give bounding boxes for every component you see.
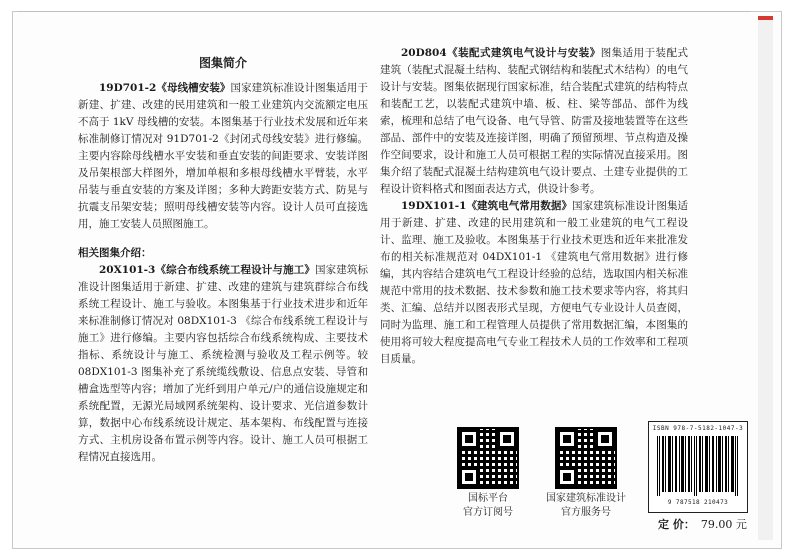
- paragraph-body: 图集适用于装配式建筑（装配式混凝土结构、装配式钢结构和装配式木结构）的电气设计与安装。图集依据现行国家标准，结合装配式建筑的结构特点和装配工艺，以装配式建筑中墙、板、柱、梁等部品、部件为线索，梳理和总结了电气设备、电气导管、防雷及接地装置等在这些部品、部件中的安装及连接详图，明确了预留预埋、节点构造及操作空间要求，设计和施工人员可根据工程的实际情况直接采用。图集介绍了装配式混凝土结构建筑电气设计要点、土建专业提供的工程设计资料格式和图面表达方式，供设计参考。: [380, 47, 688, 195]
- paragraph-body: 国家建筑标准设计图集适用于新建、扩建、改建的民用建筑和一般工业建筑的电气工程设计、监理、施工及验收。本图集基于行业技术更迭和近年来批准发布的相关标准规范对 04DX101-1 《建筑电气常用数据》进行修编，其内容结合建筑电气工程设计经验的总结，选取国内相关标准规范中常用的技术数据、技术参数和施工技术要求等内容，将其归类、汇编、总结并以图表形式呈现，方便电气专业设计人员查阅，同时为监理、施工和工程管理人员提供了常用数据汇编，本图集的使用将可较大程度提高电气专业工程技术人员的工作效率和工程项目质量。: [380, 200, 689, 365]
- price: [658, 516, 747, 532]
- left-column: [78, 55, 368, 466]
- qr-code-service[interactable]: [555, 427, 617, 489]
- paragraph-body: 国家建筑标准设计图集适用于新建、扩建、改建的建筑与建筑群综合布线系统工程设计、施工与验收。本图集基于行业技术进步和近年来标准制修订情况对 08DX101-3 《综合布线系统工程设计与施工》进行修编。主要内容包括综合布线系统构成、主要技术指标、系统设计与施工、系统检测与验收及工程示例等。较 08DX101-3 图集补充了系统缆线敷设、信息点安装、导管和槽盒选型等内容；增加了光纤到用户单元/户的通信设施规定和系统配置，无源光局域网系统架构、设计要求、光信道参数计算，数据中心布线系统设计规定、基本架构、布线配置与连接方式、主机房设备布置示例等内容。设计、施工人员可根据工程情况直接选用。: [78, 264, 368, 463]
- atlas-code: 20X101-3: [99, 264, 156, 276]
- atlas-code: 19DX101-1: [401, 200, 467, 212]
- atlas-code: 19D701-2: [99, 82, 157, 94]
- atlas-code: 20D804: [401, 47, 447, 59]
- paragraph-20d804: [380, 45, 688, 198]
- top-divider: [18, 11, 750, 12]
- atlas-name: 《母线槽安装》: [156, 82, 231, 94]
- qr-caption-line2: 官方服务号: [561, 507, 611, 518]
- atlas-name: 《建筑电气常用数据》: [466, 200, 573, 212]
- qr-code-subscription[interactable]: [457, 427, 519, 489]
- right-column: [380, 45, 688, 368]
- price-value: 79.00 元: [700, 518, 747, 531]
- paragraph-19dx101-1: [380, 198, 688, 368]
- isbn-barcode-box: [648, 421, 748, 513]
- related-title: 相关图集介绍：: [78, 247, 152, 259]
- intro-title: 图集简介: [198, 56, 247, 70]
- price-label: 定 价：: [658, 518, 695, 531]
- qr-caption-subscription: [440, 492, 536, 520]
- atlas-name: 《装配式建筑电气设计与安装》: [446, 47, 601, 59]
- qr-caption-line1: 国标平台: [468, 493, 508, 504]
- paragraph-19d701-2: [78, 80, 368, 233]
- atlas-name: 《综合布线系统工程设计与施工》: [155, 264, 315, 276]
- qr-caption-line1: 国家建筑标准设计: [546, 493, 626, 504]
- qr-caption-line2: 官方订阅号: [463, 507, 513, 518]
- isbn-number: ISBN 978-7-5182-1047-3: [652, 425, 744, 432]
- barcode-digits: 9 787518 210473: [667, 499, 729, 506]
- side-strip: [758, 20, 773, 540]
- paragraph-body: 国家建筑标准设计图集适用于新建、扩建、改建的民用建筑和一般工业建筑内交流额定电压不高于 1kV 母线槽的安装。本图集基于行业技术发展和近年来标准制修订情况对 91D701-2《封闭式母线安装》进行修编。主要内容除母线槽水平安装和垂直安装的间距要求、安装详图及吊架根部大样图外，增加单根和多根母线槽水平臂装，水平吊装与垂直安装的方案及详图；多种大跨距安装方式、防晃与抗震支吊架安装；照明母线槽安装等内容。设计人员可直接选用，施工安装人员照图施工。: [78, 82, 369, 230]
- qr-caption-service: [532, 492, 640, 520]
- barcode-icon: [655, 436, 741, 496]
- paragraph-20x101-3: [78, 262, 368, 466]
